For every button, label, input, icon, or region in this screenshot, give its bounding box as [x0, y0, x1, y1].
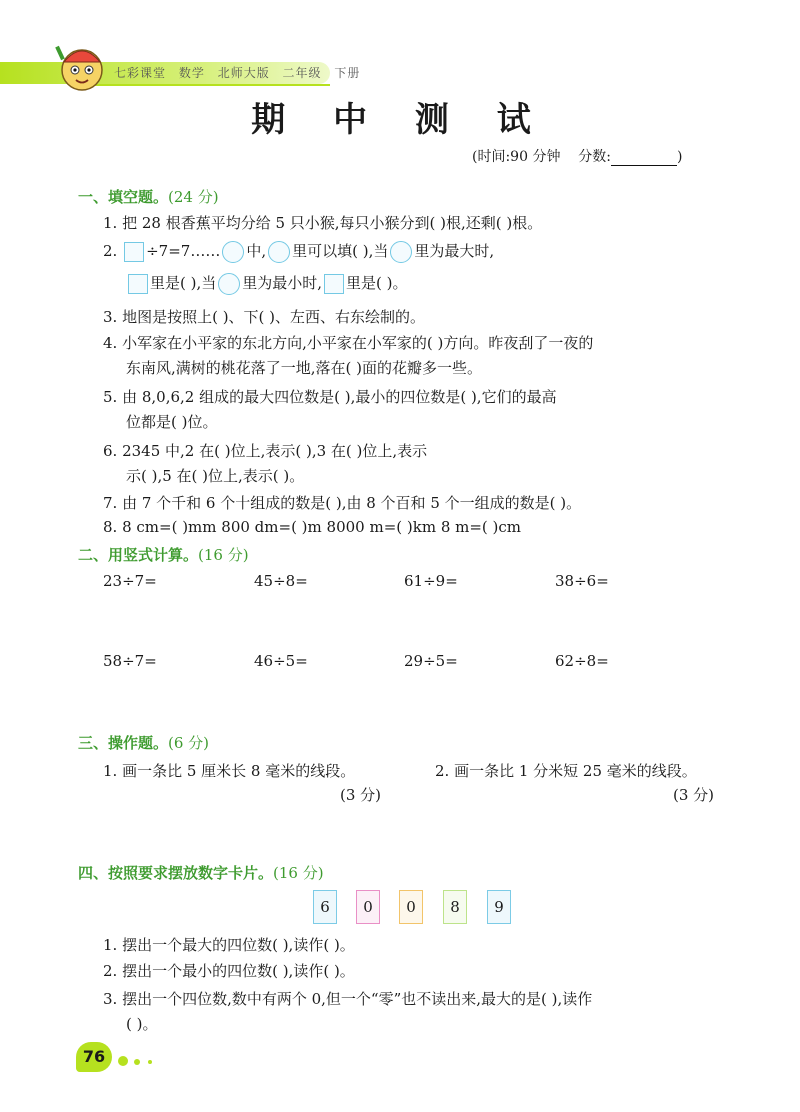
q4-1: 1. 摆出一个最大的四位数( ),读作( )。: [103, 936, 355, 954]
header-subject: 数学: [178, 66, 205, 80]
calc-item: 23÷7=: [103, 572, 157, 590]
q1-3: 3. 地图是按照上( )、下( )、左西、右东绘制的。: [103, 308, 426, 326]
q1-2-line1: [103, 240, 494, 263]
q3-2: 2. 画一条比 1 分米短 25 毫米的线段。: [435, 762, 697, 780]
calc-item: 45÷8=: [254, 572, 308, 590]
dividend-square[interactable]: [124, 242, 144, 262]
remainder-circle[interactable]: [218, 273, 240, 295]
q3-1-points: (3 分): [340, 786, 382, 804]
q1-2b-text2: 里为最小时,: [242, 274, 323, 292]
section2-heading: [78, 544, 249, 565]
q4-2: 2. 摆出一个最小的四位数( ),读作( )。: [103, 962, 355, 980]
header-series: 七彩课堂: [114, 66, 167, 80]
digit-card[interactable]: 0: [356, 890, 380, 924]
q1-2b-text1: 里是( ),当: [150, 274, 217, 292]
q1-1: 1. 把 28 根香蕉平均分给 5 只小猴,每只小猴分到( )根,还剩( )根。: [103, 214, 543, 232]
q1-2-text3: 里可以填( ),当: [292, 242, 389, 260]
section1-heading: [78, 186, 219, 207]
header-grade: 二年级: [282, 66, 322, 80]
q1-2-text2: 中,: [246, 242, 267, 260]
section3-title: 三、操作题。: [78, 734, 169, 752]
section2-points: (16 分): [198, 546, 249, 564]
header-text: [114, 64, 368, 81]
q1-2-text1: ÷7=7……: [146, 242, 221, 260]
remainder-circle[interactable]: [390, 241, 412, 263]
time-info: [472, 146, 682, 166]
q3-1: 1. 画一条比 5 厘米长 8 毫米的线段。: [103, 762, 356, 780]
page-number: 76: [76, 1042, 112, 1072]
score-label: 分数:: [578, 149, 611, 165]
section4-title: 四、按照要求摆放数字卡片。: [78, 864, 274, 882]
q1-2-text4: 里为最大时,: [414, 242, 495, 260]
digit-card[interactable]: 0: [399, 890, 423, 924]
q1-6-line2: 示( ),5 在( )位上,表示( )。: [126, 467, 305, 485]
time-info-close: ): [676, 149, 683, 165]
calc-item: 58÷7=: [103, 652, 157, 670]
remainder-circle[interactable]: [222, 241, 244, 263]
decor-dot: [134, 1059, 140, 1065]
section3-heading: [78, 732, 209, 753]
digit-card[interactable]: 6: [313, 890, 337, 924]
q1-2-line2: [126, 272, 408, 295]
calc-item: 29÷5=: [404, 652, 458, 670]
q1-2-num: 2.: [103, 242, 118, 260]
q1-4-line2: 东南风,满树的桃花落了一地,落在( )面的花瓣多一些。: [126, 359, 483, 377]
section4-heading: [78, 862, 324, 883]
page-title: 期 中 测 试: [251, 100, 549, 140]
q1-4-line1: 4. 小军家在小平家的东北方向,小平家在小军家的( )方向。昨夜刮了一夜的: [103, 334, 594, 352]
section4-points: (16 分): [273, 864, 324, 882]
decor-dot: [148, 1060, 152, 1064]
q1-8: 8. 8 cm=( )mm 800 dm=( )m 8000 m=( )km 8 m=( )cm: [103, 518, 522, 536]
calc-item: 38÷6=: [555, 572, 609, 590]
header-edition: 北师大版: [217, 66, 270, 80]
mascot-icon: [52, 36, 112, 96]
q4-3-line1: 3. 摆出一个四位数,数中有两个 0,但一个“零”也不读出来,最大的是( ),读作: [103, 990, 593, 1008]
calc-item: 46÷5=: [254, 652, 308, 670]
calc-item: 62÷8=: [555, 652, 609, 670]
section3-points: (6 分): [168, 734, 210, 752]
q1-6-line1: 6. 2345 中,2 在( )位上,表示( ),3 在( )位上,表示: [103, 442, 428, 460]
section2-title: 二、用竖式计算。: [78, 546, 199, 564]
header-volume: 下册: [334, 66, 361, 80]
q3-2-points: (3 分): [673, 786, 715, 804]
dividend-square[interactable]: [128, 274, 148, 294]
digit-card[interactable]: 8: [443, 890, 467, 924]
digit-card[interactable]: 9: [487, 890, 511, 924]
decor-dot: [118, 1056, 128, 1066]
q1-2b-text3: 里是( )。: [346, 274, 408, 292]
section1-points: (24 分): [168, 188, 219, 206]
dividend-square[interactable]: [324, 274, 344, 294]
header-rule: [80, 84, 330, 86]
q4-3-line2: ( )。: [126, 1015, 158, 1033]
section1-title: 一、填空题。: [78, 188, 169, 206]
q1-5-line1: 5. 由 8,0,6,2 组成的最大四位数是( ),最小的四位数是( ),它们的最高: [103, 388, 557, 406]
q1-5-line2: 位都是( )位。: [126, 413, 218, 431]
time-label: (时间:90 分钟: [472, 149, 561, 165]
remainder-circle[interactable]: [268, 241, 290, 263]
calc-item: 61÷9=: [404, 572, 458, 590]
q1-7: 7. 由 7 个千和 6 个十组成的数是( ),由 8 个百和 5 个一组成的数是( )。: [103, 494, 582, 512]
score-blank[interactable]: [611, 151, 677, 166]
